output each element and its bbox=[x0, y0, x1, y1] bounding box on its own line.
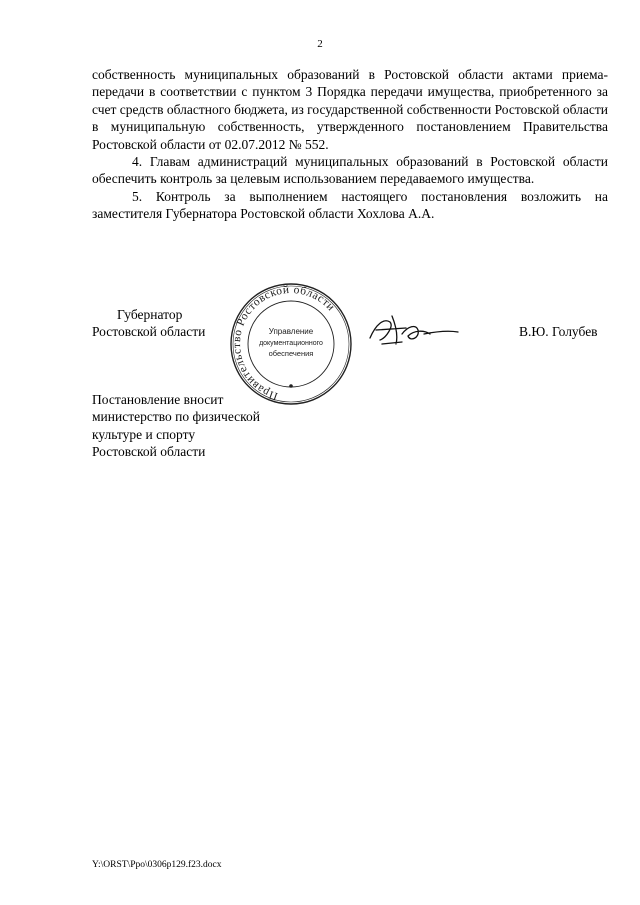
governor-name: В.Ю. Голубев bbox=[519, 324, 598, 339]
paragraph-item-4: 4. Главам администраций муниципальных образований в Ростовской области обеспечить контроль за целевым использованием передаваемого имущества. bbox=[92, 154, 608, 187]
paragraph-continuation: собственность муниципальных образований в Ростовской области актами приема-передачи в соответствии с пунктом 3 Порядка передачи имущества, приобретенного за счет средств областного бюджета, из государственной собственности Ростовской области в муниципальную собственность, утвержденного постановлением Правительства Ростовской области от 02.07.2012 № 552. bbox=[92, 67, 608, 152]
seal-inner-line-2: документационного bbox=[259, 340, 323, 347]
official-seal-stamp bbox=[229, 282, 353, 406]
submitted-line-1: Постановление вносит bbox=[92, 392, 224, 407]
paragraph-item-5: 5. Контроль за выполнением настоящего постановления возложить на заместителя Губернатора Ростовской области Хохлова А.А. bbox=[92, 188, 608, 222]
seal-inner-line-1: Управление bbox=[268, 327, 314, 336]
submitted-line-4: Ростовской области bbox=[92, 444, 206, 460]
submitted-line-3: культуре и спорту bbox=[92, 426, 196, 442]
governor-region: Ростовской области bbox=[92, 324, 206, 339]
submitted-by-note bbox=[92, 391, 260, 461]
governor-title: Губернатор bbox=[117, 307, 183, 322]
seal-outer-text: Правительство Ростовской области bbox=[230, 283, 338, 403]
submitted-line-2: министерство по физической bbox=[92, 409, 260, 425]
footer-file-path: Y:\ORST\Ppo\0306p129.f23.docx bbox=[92, 860, 222, 870]
page-number: 2 bbox=[317, 38, 323, 50]
handwritten-signature bbox=[362, 308, 474, 352]
seal-inner-line-3: обеспечения bbox=[268, 349, 314, 358]
